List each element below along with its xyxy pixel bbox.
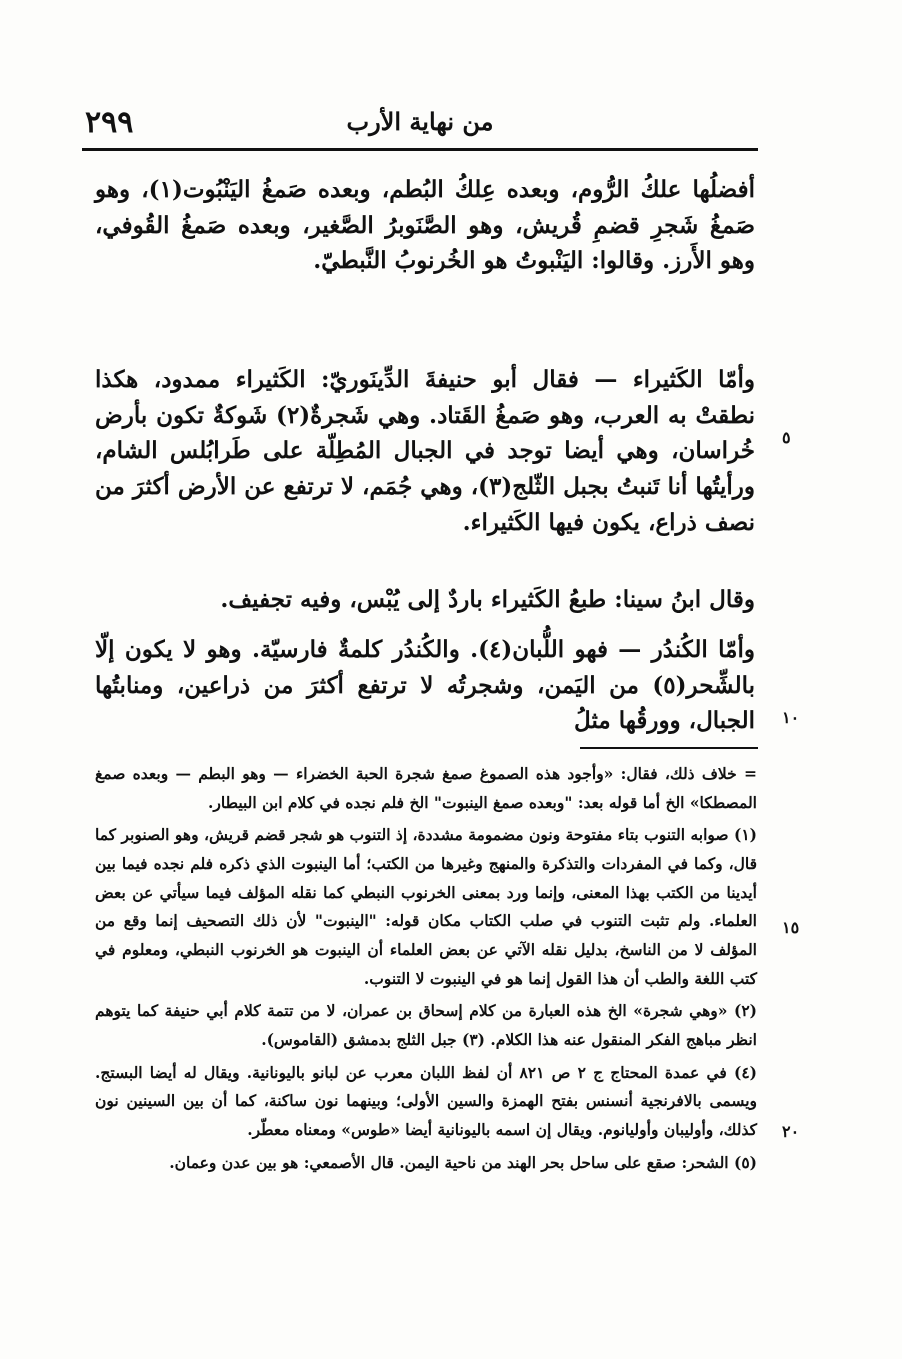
page-number: ٢٩٩ [85,105,134,140]
footnote-1: (١) صوابه التنوب بتاء مفتوحة ونون مضمومة مشددة، إذ التنوب هو شجر قضم قريش، وهو الصنوبر كما قال، وكما في المفردات والتذكرة والمنهج وغيرها من الكتب؛ أما الينبوت الذي ذكره فلم نجده فيما بين أيدينا من الكتب بهذا المعنى، وإنما ورد بمعنى الخرنوب النبطي كما نقله المؤلف فيما سيأتي عن بعض العلماء. ولم تثبت التنوب في صلب الكتاب مكان قوله: "الينبوت" لأن ذلك التصحيف إنما وقع من المؤلف لا من الناسخ، بدليل نقله الآتي عن بعض العلماء أن الينبوت هو الخرنوب النبطي، ومعلوم في كتب اللغة والطب أن هذا القول إنما هو في الينبوت لا التنوب. [95,825,757,988]
footnotes [95,760,757,1181]
paragraph-kathira: وأمّا الكَثيراء — فقال أبو حنيفةَ الدِّينَوريّ: الكَثيراء ممدود، هكذا نطقتْ به العرب، وهو صَمغُ القَتاد. وهي شَجرةٌ(٢) شَوكةٌ تكون بأرض خُراسان، وهي أيضا توجد في الجبال المُطِلّة على طَرابُلس الشام، ورأيتُها أنا تَنبتُ بجبل الثّلج(٣)، وهي جُمَم، لا ترتفع عن الأرض أكثرَ من نصف ذراع، يكون فيها الكَثيراء. [95,366,755,536]
paragraph-kundur: وأمّا الكُندُر — فهو اللُّبان(٤). والكُندُر كلمةٌ فارسيّة. وهو لا يكون إلّا بالشِّحر(٥) من اليَمن، وشجرتُه لا ترتفع أكثرَ من ذراعين، ومنابتُها الجبال، وورقُها مثلُ [95,636,755,735]
paragraph-ibn-sina: وقال ابنُ سينا: طبعُ الكَثيراء باردٌ إلى يُبْس، وفيه تجفيف. [220,586,755,613]
paragraph-resins: أفضلُها علكُ الرُّوم، وبعده عِلكُ البُطم، وبعده صَمغُ اليَنْبُوت(١)، وهو صَمغُ شَجرِ قضمِ قُريش، وهو الصَّنَوبرُ الصَّغير، وبعده صَمغُ القُوفي، وهو الأَرز. وقالوا: اليَنْبوتُ هو الخُرنوبُ النَّبطيّ. [95,176,756,275]
line-number-15: ١٥ [782,918,800,937]
header-rule [82,148,758,151]
footnote-continuation: = خلاف ذلك، فقال: «وأجود هذه الصموغ صمغ شجرة الحبة الخضراء — وهو البطم — وبعده صمغ المصطكا» الخ أما قوله بعد: "وبعده صمغ الينبوت" الخ فلم نجده في كلام ابن البيطار. [95,764,757,812]
footnote-separator [580,747,758,749]
footnote-2-3: (٢) «وهي شجرة» الخ هذه العبارة من كلام إسحاق بن عمران، لا من تتمة كلام أبي حنيفة كما يتوهم انظر مباهج الفكر المنقول عنه هذا الكلام. (٣) جبل الثلج بدمشق (القاموس). [95,1001,757,1050]
line-number-5: ٥ [782,428,791,447]
footnote-4: (٤) في عمدة المحتاج ج ٢ ص ٨٢١ أن لفظ اللبان معرب عن لبانو باليونانية. ويقال له أيضا البستج. ويسمى بالافرنجية أنسنس بفتح الهمزة والسين الأولى؛ وبينهما نون ساكنة، كما أن بين السينين نون كذلك، وأوليبان وأوليانوم. ويقال إن اسمه باليونانية أيضا «طوس» ومعناه معطّر. [95,1062,757,1140]
page-header [85,105,755,145]
footnote-5: (٥) الشحر: صقع على ساحل بحر الهند من ناحية اليمن. قال الأصمعي: هو بين عدن وعمان. [169,1152,757,1172]
line-number-20: ٢٠ [782,1122,800,1141]
line-number-10: ١٠ [782,708,800,727]
running-title: من نهاية الأرب [346,107,494,136]
